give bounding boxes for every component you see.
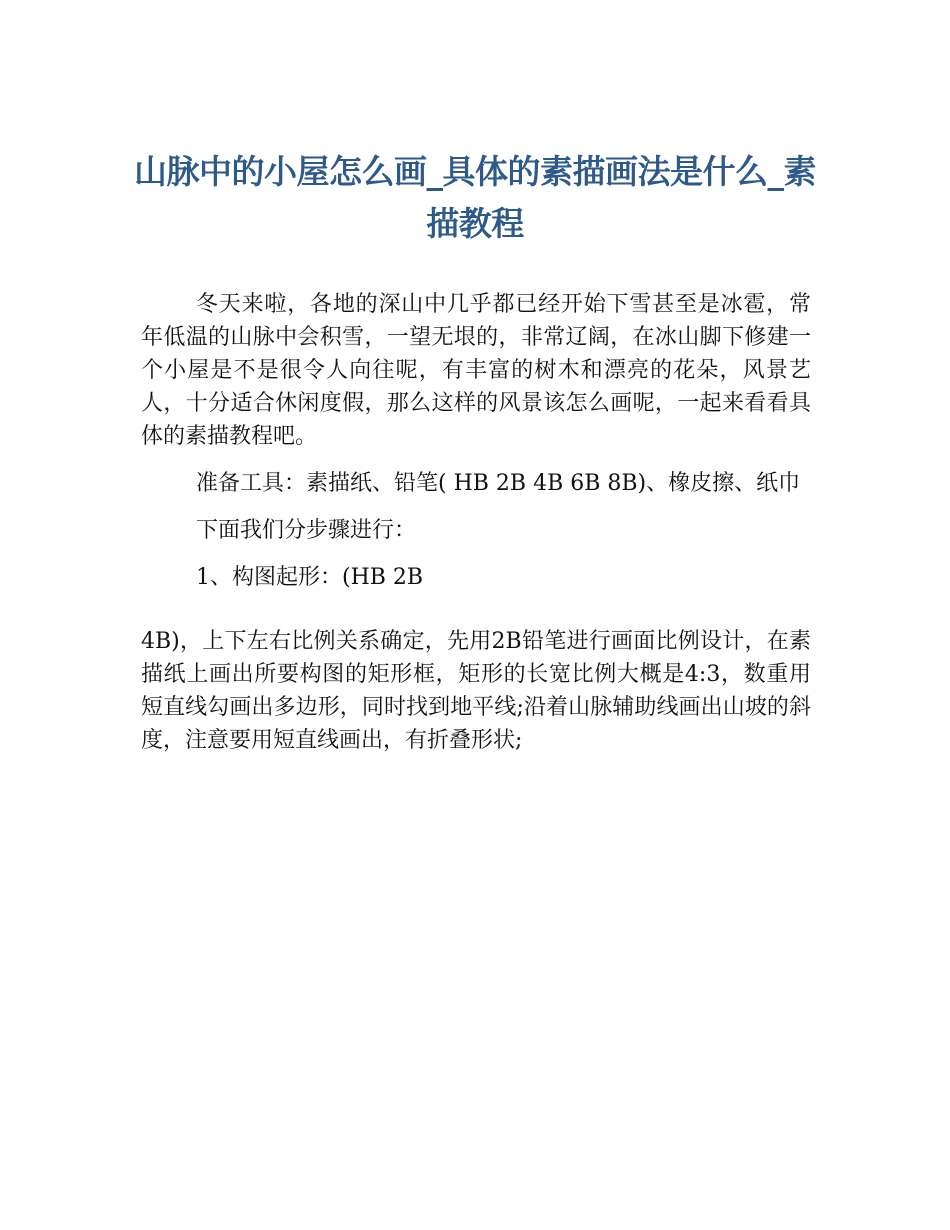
step-1-heading: 1、构图起形：(HB 2B xyxy=(196,565,424,590)
steps-intro-paragraph: 下面我们分步骤进行： xyxy=(196,518,417,543)
document-title: 山脉中的小屋怎么画_具体的素描画法是什么_素描教程 xyxy=(134,152,816,243)
tools-paragraph: 准备工具：素描纸、铅笔( HB 2B 4B 6B 8B)、橡皮擦、纸巾 xyxy=(196,471,801,496)
intro-paragraph: 冬天来啦，各地的深山中几乎都已经开始下雪甚至是冰雹，常年低温的山脉中会积雪，一望无垠的，非常辽阔，在冰山脚下修建一个小屋是不是很令人向往呢，有丰富的树木和漂亮的花朵，风景艺人，十分适合休闲度假，那么这样的风景该怎么画呢，一起来看看具体的素描教程吧。 xyxy=(141,292,811,449)
document-body xyxy=(141,288,811,757)
step-1-paragraph: 4B)，上下左右比例关系确定，先用2B铅笔进行画面比例设计，在素描纸上画出所要构图的矩形框，矩形的长宽比例大概是4:3，数重用短直线勾画出多边形，同时找到地平线;沿着山脉辅助线画出山坡的斜度，注意要用短直线画出，有折叠形状; xyxy=(141,629,811,753)
